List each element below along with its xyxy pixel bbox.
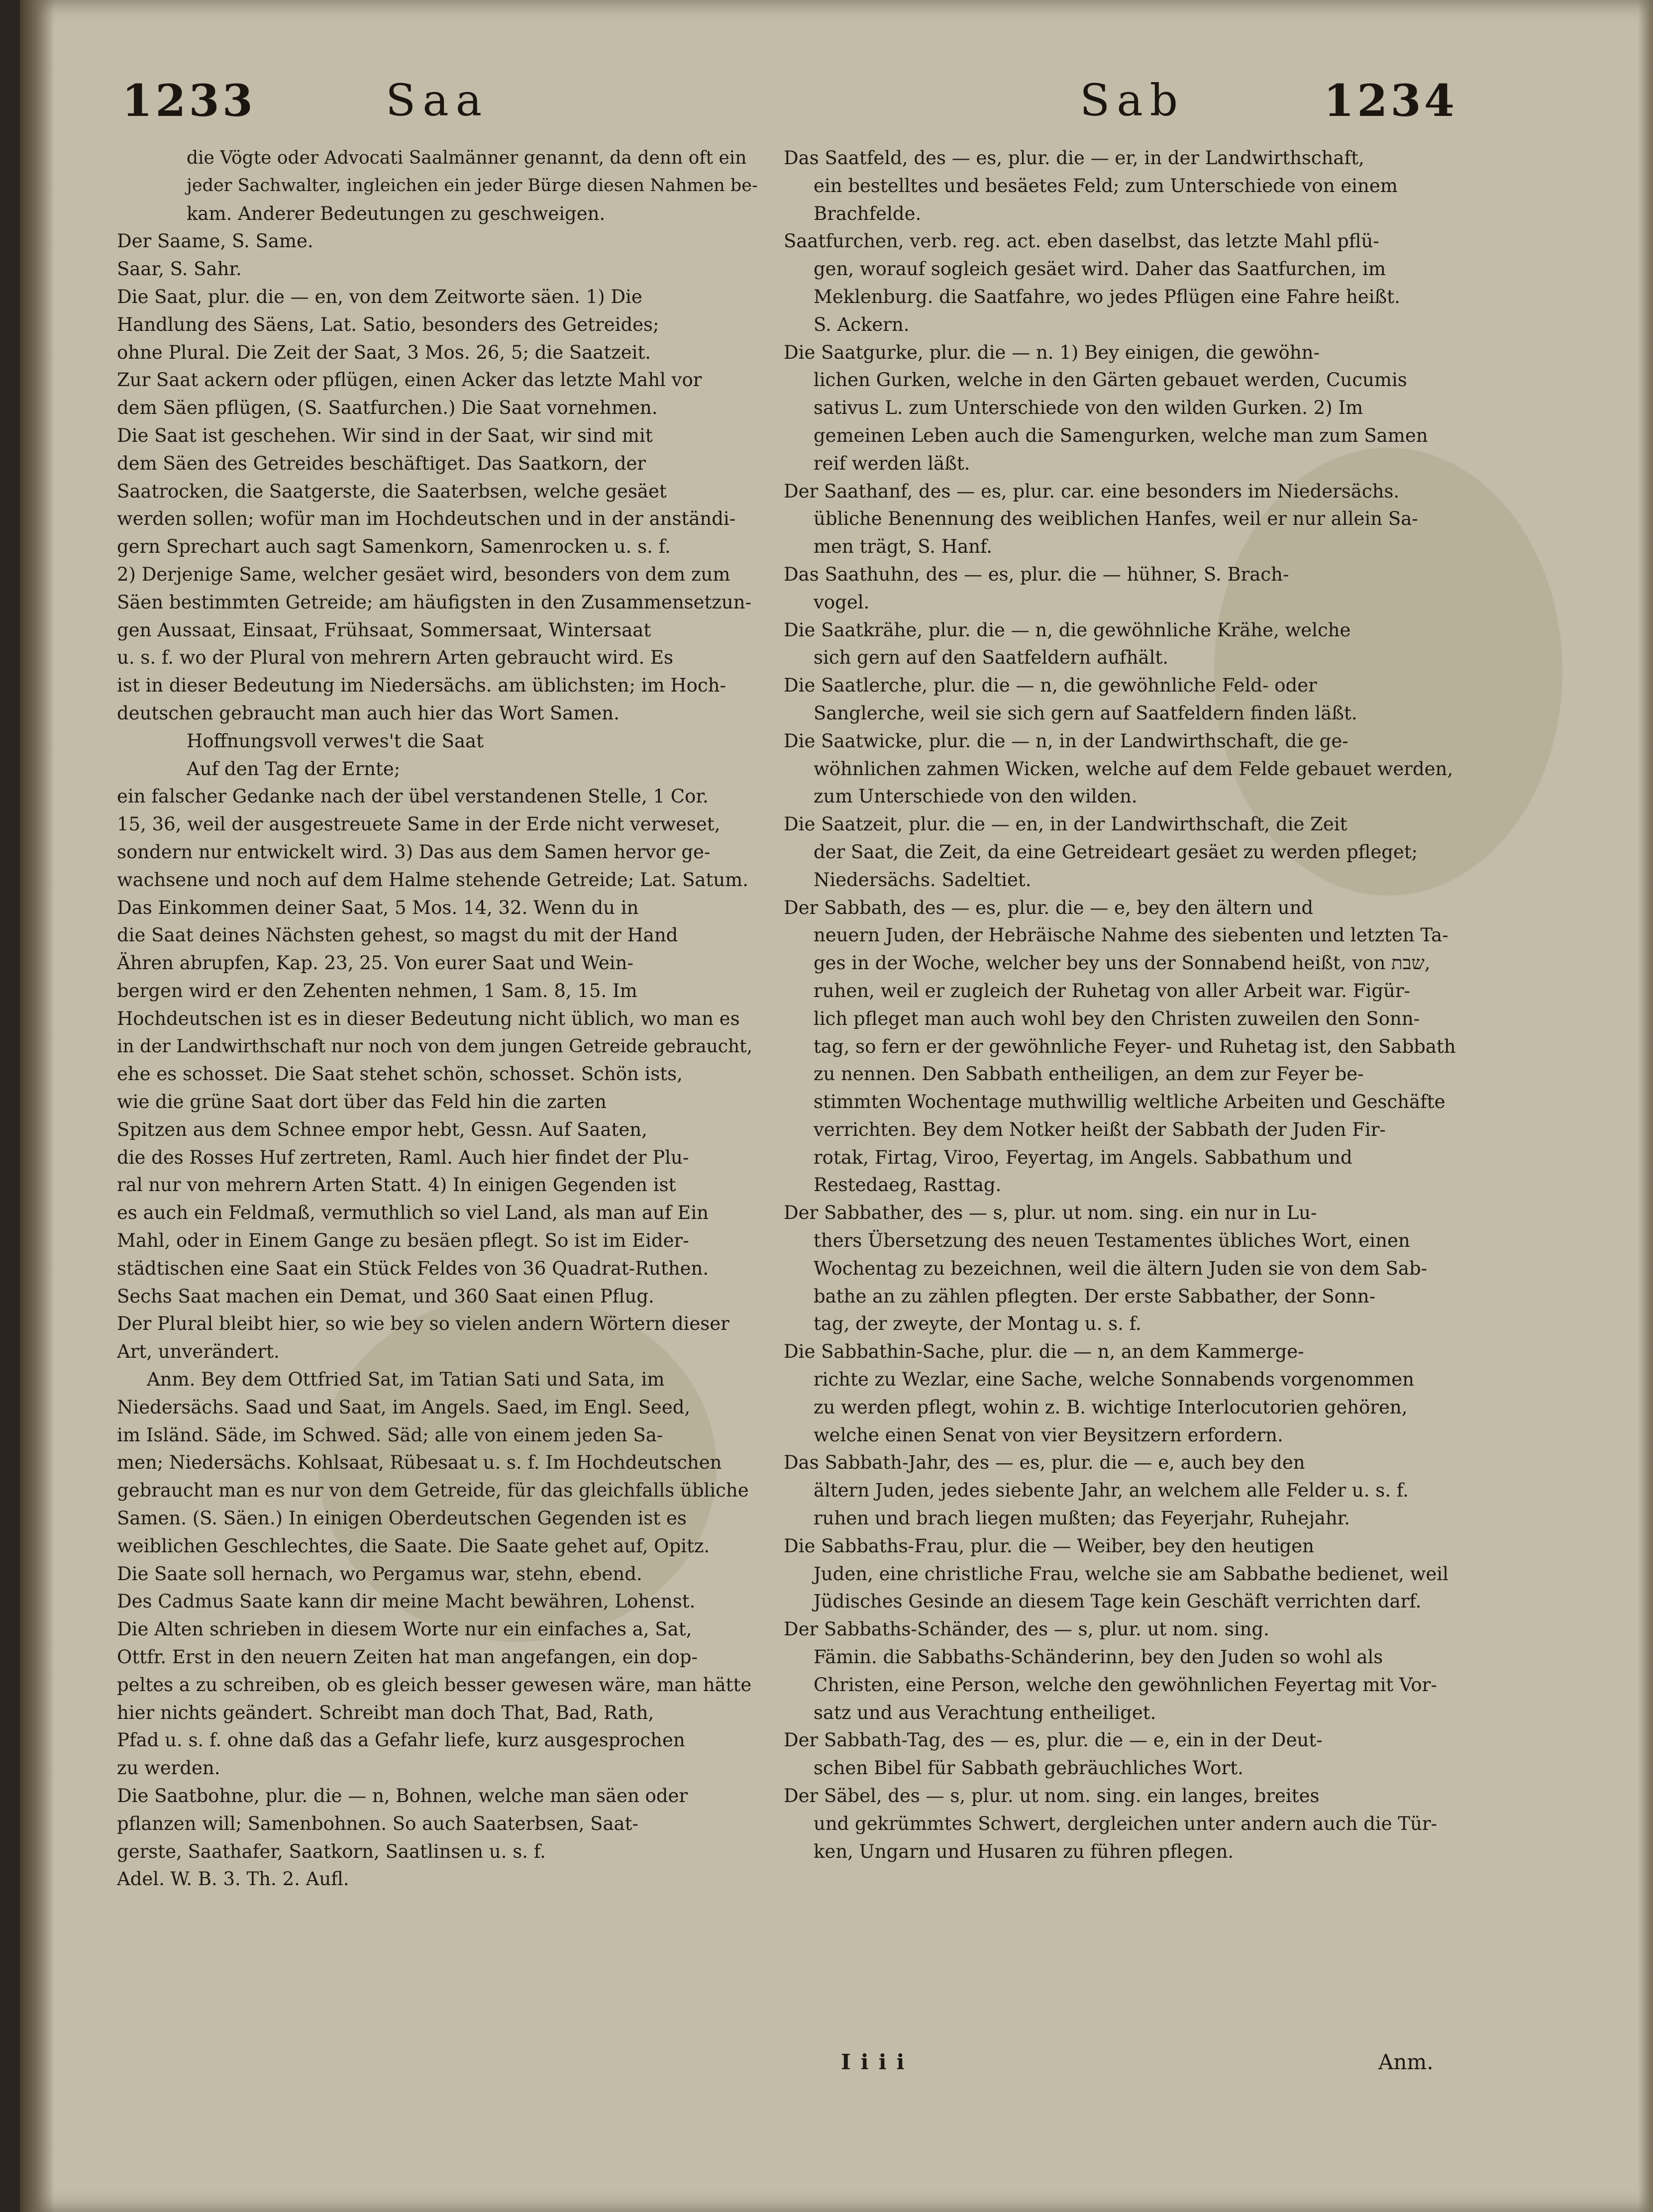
text-line: Fämin. die Sabbaths-Schänderinn, bey den Juden so wohl als (814, 1646, 1383, 1668)
text-line: wie die grüne Saat dort über das Feld hin die zarten (117, 1091, 607, 1113)
text-line: Jüdisches Gesinde an diesem Tage kein Geschäft verrichten darf. (814, 1591, 1422, 1612)
text-line: werden sollen; wofür man im Hochdeutschen und in der anständi- (117, 508, 736, 530)
text-line: rotak, Firtag, Viroo, Feyertag, im Angels. Sabbathum und (814, 1146, 1352, 1168)
text-line: schen Bibel für Sabbath gebräuchliches Wort. (814, 1757, 1243, 1779)
text-line: ruhen und brach liegen mußten; das Feyerjahr, Ruhejahr. (814, 1508, 1350, 1529)
text-line: Der Plural bleibt hier, so wie bey so vielen andern Wörtern dieser (117, 1313, 729, 1335)
left-page-number: 1233 (122, 75, 256, 126)
text-line: Sechs Saat machen ein Demat, und 360 Saat einen Pflug. (117, 1285, 654, 1307)
left-column (117, 144, 759, 1893)
text-line: gebraucht man es nur von dem Getreide, für das gleichfalls übliche (117, 1480, 749, 1502)
text-line: Brachfelde. (814, 202, 922, 224)
text-line: ein falscher Gedanke nach der übel verstandenen Stelle, 1 Cor. (117, 786, 709, 807)
text-line: gemeinen Leben auch die Samengurken, welche man zum Samen (814, 424, 1428, 446)
right-page-number: 1234 (1324, 75, 1457, 126)
text-line: verrichten. Bey dem Notker heißt der Sabbath der Juden Fir- (814, 1118, 1386, 1140)
text-line: Der Sabbaths-Schänder, des — s, plur. ut nom. sing. (784, 1618, 1269, 1640)
text-line: weiblichen Geschlechtes, die Saate. Die Saate gehet auf, Opitz. (117, 1535, 710, 1557)
text-line: ral nur von mehrern Arten Statt. 4) In einigen Gegenden ist (117, 1174, 676, 1196)
text-line: gerste, Saathafer, Saatkorn, Saatlinsen u. s. f. (117, 1840, 546, 1862)
text-line: tag, so fern er der gewöhnliche Feyer- und Ruhetag ist, den Sabbath (814, 1035, 1456, 1057)
text-line: satz und aus Verachtung entheiliget. (814, 1702, 1156, 1723)
text-line: die Saat deines Nächsten gehest, so magst du mit der Hand (117, 924, 678, 946)
text-line: wöhnlichen zahmen Wicken, welche auf dem Felde gebauet werden, (814, 758, 1453, 780)
text-line: Hoffnungsvoll verwes't die Saat (187, 730, 484, 752)
text-line: Das Saatfeld, des — es, plur. die — er, in der Landwirthschaft, (784, 147, 1364, 169)
text-line: ein bestelltes und besäetes Feld; zum Unterschiede von einem (814, 175, 1398, 197)
text-line: Der Säbel, des — s, plur. ut nom. sing. ein langes, breites (784, 1785, 1320, 1807)
text-line: richte zu Wezlar, eine Sache, welche Sonnabends vorgenommen (814, 1369, 1414, 1391)
text-line: Der Sabbather, des — s, plur. ut nom. sing. ein nur in Lu- (784, 1202, 1317, 1224)
text-line: die Vögte oder Advocati Saalmänner genannt, da denn oft ein (187, 148, 747, 168)
binding-gutter (20, 0, 55, 2212)
text-line: Spitzen aus dem Schnee empor hebt, Gessn. Auf Saaten, (117, 1118, 647, 1140)
text-line: bergen wird er den Zehenten nehmen, 1 Sam. 8, 15. Im (117, 980, 637, 1002)
text-line: Samen. (S. Säen.) In einigen Oberdeutschen Gegenden ist es (117, 1508, 687, 1529)
text-line: Die Saat ist geschehen. Wir sind in der Saat, wir sind mit (117, 424, 653, 446)
text-line: thers Übersetzung des neuen Testamentes übliches Wort, einen (814, 1230, 1410, 1252)
text-line: Saar, S. Sahr. (117, 258, 242, 280)
text-line: zu nennen. Den Sabbath entheiligen, an dem zur Feyer be- (814, 1063, 1364, 1085)
text-line: der Saat, die Zeit, da eine Getreideart gesäet zu werden pfleget; (814, 841, 1418, 863)
signature-mark: Iiii (841, 2050, 915, 2074)
text-line: in der Landwirthschaft nur noch von dem jungen Getreide gebraucht, (117, 1036, 753, 1057)
text-line: Saatrocken, die Saatgerste, die Saaterbsen, welche gesäet (117, 480, 667, 502)
text-line: Mahl, oder in Einem Gange zu besäen pflegt. So ist im Eider- (117, 1230, 689, 1252)
text-line: zu werden. (117, 1757, 220, 1779)
text-line: Die Saatbohne, plur. die — n, Bohnen, welche man säen oder (117, 1785, 688, 1807)
text-line: Der Saathanf, des — es, plur. car. eine besonders im Niedersächs. (784, 480, 1400, 502)
text-line: Die Alten schrieben in diesem Worte nur ein einfaches a, Sat, (117, 1618, 692, 1640)
text-line: 15, 36, weil der ausgestreuete Same in der Erde nicht verweset, (117, 813, 721, 835)
page-edge (1638, 0, 1653, 2212)
text-line: vogel. (814, 591, 870, 613)
text-line: Die Saatgurke, plur. die — n. 1) Bey einigen, die gewöhn- (784, 341, 1320, 363)
text-line: S. Ackern. (814, 313, 910, 335)
text-line: Wochentag zu bezeichnen, weil die ältern Juden sie von dem Sab- (814, 1257, 1428, 1279)
text-line: Anm. Bey dem Ottfried Sat, im Tatian Sati und Sata, im (147, 1369, 665, 1391)
text-line: Auf den Tag der Ernte; (187, 758, 401, 780)
text-line: zu werden pflegt, wohin z. B. wichtige Interlocutorien gehören, (814, 1396, 1408, 1418)
text-line: neuern Juden, der Hebräische Nahme des siebenten und letzten Ta- (814, 924, 1448, 946)
text-line: Die Saatzeit, plur. die — en, in der Landwirthschaft, die Zeit (784, 813, 1347, 835)
text-line: Juden, eine christliche Frau, welche sie am Sabbathe bedienet, weil (814, 1563, 1448, 1585)
text-line: sativus L. zum Unterschiede von den wilden Gurken. 2) Im (814, 397, 1363, 419)
text-line: dem Säen pflügen, (S. Saatfurchen.) Die Saat vornehmen. (117, 397, 658, 419)
text-line: Säen bestimmten Getreide; am häufigsten in den Zusammensetzun- (117, 591, 752, 613)
text-line: peltes a zu schreiben, ob es gleich besser gewesen wäre, man hätte (117, 1674, 752, 1696)
text-line: Das Saathuhn, des — es, plur. die — hühner, S. Brach- (784, 563, 1289, 585)
text-line: stimmten Wochentage muthwillig weltliche Arbeiten und Geschäfte (814, 1091, 1446, 1113)
text-line: Die Sabbaths-Frau, plur. die — Weiber, bey den heutigen (784, 1535, 1314, 1557)
text-line: 2) Derjenige Same, welcher gesäet wird, besonders von dem zum (117, 563, 730, 585)
text-line: Des Cadmus Saate kann dir meine Macht bewähren, Lohenst. (117, 1591, 696, 1612)
text-line: Die Saate soll hernach, wo Pergamus war, stehn, ebend. (117, 1563, 642, 1585)
right-column (784, 144, 1470, 1865)
text-line: es auch ein Feldmaß, vermuthlich so viel Land, als man auf Ein (117, 1202, 709, 1224)
text-line: Zur Saat ackern oder pflügen, einen Acker das letzte Mahl vor (117, 369, 702, 391)
text-line: Das Sabbath-Jahr, des — es, plur. die — e, auch bey den (784, 1452, 1305, 1474)
text-line: sondern nur entwickelt wird. 3) Das aus dem Samen hervor ge- (117, 841, 711, 863)
text-line: Der Saame, S. Same. (117, 230, 313, 252)
text-line: Die Saatkrähe, plur. die — n, die gewöhnliche Krähe, welche (784, 619, 1351, 641)
text-line: gen Aussaat, Einsaat, Frühsaat, Sommersaat, Wintersaat (117, 619, 651, 641)
text-line: Adel. W. B. 3. Th. 2. Aufl. (117, 1868, 349, 1890)
left-running-head: Saa (386, 75, 489, 126)
text-line: Pfad u. s. f. ohne daß das a Gefahr liefe, kurz ausgesprochen (117, 1729, 685, 1751)
text-line: zum Unterschiede von den wilden. (814, 786, 1137, 807)
text-line: ohne Plural. Die Zeit der Saat, 3 Mos. 26, 5; die Saatzeit. (117, 341, 651, 363)
text-line: die des Rosses Huf zertreten, Raml. Auch hier findet der Plu- (117, 1146, 689, 1168)
text-line: Saatfurchen, verb. reg. act. eben daselbst, das letzte Mahl pflü- (784, 230, 1379, 252)
text-line: Ottfr. Erst in den neuern Zeiten hat man angefangen, ein dop- (117, 1646, 698, 1668)
text-line: Art, unverändert. (117, 1341, 280, 1363)
text-line: ges in der Woche, welcher bey uns der Sonnabend heißt, von שבת, (814, 952, 1431, 974)
text-line: Christen, eine Person, welche den gewöhnlichen Feyertag mit Vor- (814, 1674, 1437, 1696)
right-running-head: Sab (1080, 75, 1185, 126)
text-line: Die Saat, plur. die — en, von dem Zeitworte säen. 1) Die (117, 286, 642, 307)
running-header (20, 75, 1653, 144)
text-line: Der Sabbath, des — es, plur. die — e, bey den ältern und (784, 897, 1314, 918)
book-page (20, 0, 1653, 2212)
page-footer (20, 2050, 1653, 2090)
text-line: Die Saatlerche, plur. die — n, die gewöhnliche Feld- oder (784, 675, 1317, 697)
text-line: ken, Ungarn und Husaren zu führen pflegen. (814, 1840, 1234, 1862)
text-line: Niedersächs. Saad und Saat, im Angels. Saed, im Engl. Seed, (117, 1396, 691, 1418)
text-line: im Isländ. Säde, im Schwed. Säd; alle von einem jeden Sa- (117, 1424, 663, 1446)
text-line: und gekrümmtes Schwert, dergleichen unter andern auch die Tür- (814, 1812, 1438, 1834)
text-line: pflanzen will; Samenbohnen. So auch Saaterbsen, Saat- (117, 1812, 638, 1834)
text-line: bathe an zu zählen pflegten. Der erste Sabbather, der Sonn- (814, 1285, 1376, 1307)
text-line: gen, worauf sogleich gesäet wird. Daher das Saatfurchen, im (814, 258, 1386, 280)
text-line: Meklenburg. die Saatfahre, wo jedes Pflügen eine Fahre heißt. (814, 286, 1400, 307)
text-line: Sanglerche, weil sie sich gern auf Saatfeldern finden läßt. (814, 702, 1357, 724)
text-line: Restedaeg, Rasttag. (814, 1174, 1002, 1196)
text-line: sich gern auf den Saatfeldern aufhält. (814, 647, 1169, 669)
text-line: wachsene und noch auf dem Halme stehende Getreide; Lat. Satum. (117, 869, 749, 891)
text-line: übliche Benennung des weiblichen Hanfes, weil er nur allein Sa- (814, 508, 1418, 530)
text-line: Der Sabbath-Tag, des — es, plur. die — e, ein in der Deut- (784, 1729, 1323, 1751)
text-line: städtischen eine Saat ein Stück Feldes von 36 Quadrat-Ruthen. (117, 1257, 709, 1279)
text-line: ist in dieser Bedeutung im Niedersächs. am üblichsten; im Hoch- (117, 675, 726, 697)
text-line: u. s. f. wo der Plural von mehrern Arten gebraucht wird. Es (117, 647, 674, 669)
text-line: tag, der zweyte, der Montag u. s. f. (814, 1313, 1141, 1335)
text-line: men trägt, S. Hanf. (814, 536, 993, 558)
text-line: kam. Anderer Bedeutungen zu geschweigen. (187, 202, 606, 224)
text-line: Niedersächs. Sadeltiet. (814, 869, 1032, 891)
text-line: deutschen gebraucht man auch hier das Wort Samen. (117, 702, 620, 724)
text-line: ältern Juden, jedes siebente Jahr, an welchem alle Felder u. s. f. (814, 1480, 1409, 1502)
text-line: reif werden läßt. (814, 452, 970, 474)
text-line: hier nichts geändert. Schreibt man doch That, Bad, Rath, (117, 1702, 654, 1723)
text-line: Handlung des Säens, Lat. Satio, besonders des Getreides; (117, 313, 659, 335)
text-line: dem Säen des Getreides beschäftiget. Das Saatkorn, der (117, 452, 646, 474)
text-line: lichen Gurken, welche in den Gärten gebauet werden, Cucumis (814, 369, 1407, 391)
text-line: Die Sabbathin-Sache, plur. die — n, an dem Kammerge- (784, 1341, 1304, 1363)
text-line: Das Einkommen deiner Saat, 5 Mos. 14, 32. Wenn du in (117, 897, 639, 918)
text-line: welche einen Senat von vier Beysitzern erfordern. (814, 1424, 1283, 1446)
text-line: gern Sprechart auch sagt Samenkorn, Samenrocken u. s. f. (117, 536, 671, 558)
text-line: jeder Sachwalter, ingleichen ein jeder Bürge diesen Nahmen be- (187, 175, 758, 196)
text-line: Ähren abrupfen, Kap. 23, 25. Von eurer Saat und Wein- (117, 952, 633, 974)
text-line: Hochdeutschen ist es in dieser Bedeutung nicht üblich, wo man es (117, 1007, 740, 1029)
text-line: ruhen, weil er zugleich der Ruhetag von aller Arbeit war. Figür- (814, 980, 1411, 1002)
text-line: ehe es schosset. Die Saat stehet schön, schosset. Schön ists, (117, 1063, 683, 1085)
text-line: lich pfleget man auch wohl bey den Christen zuweilen den Sonn- (814, 1007, 1420, 1029)
catchword: Anm. (1378, 2050, 1434, 2074)
text-line: Die Saatwicke, plur. die — n, in der Landwirthschaft, die ge- (784, 730, 1348, 752)
text-line: men; Niedersächs. Kohlsaat, Rübesaat u. s. f. Im Hochdeutschen (117, 1452, 722, 1474)
